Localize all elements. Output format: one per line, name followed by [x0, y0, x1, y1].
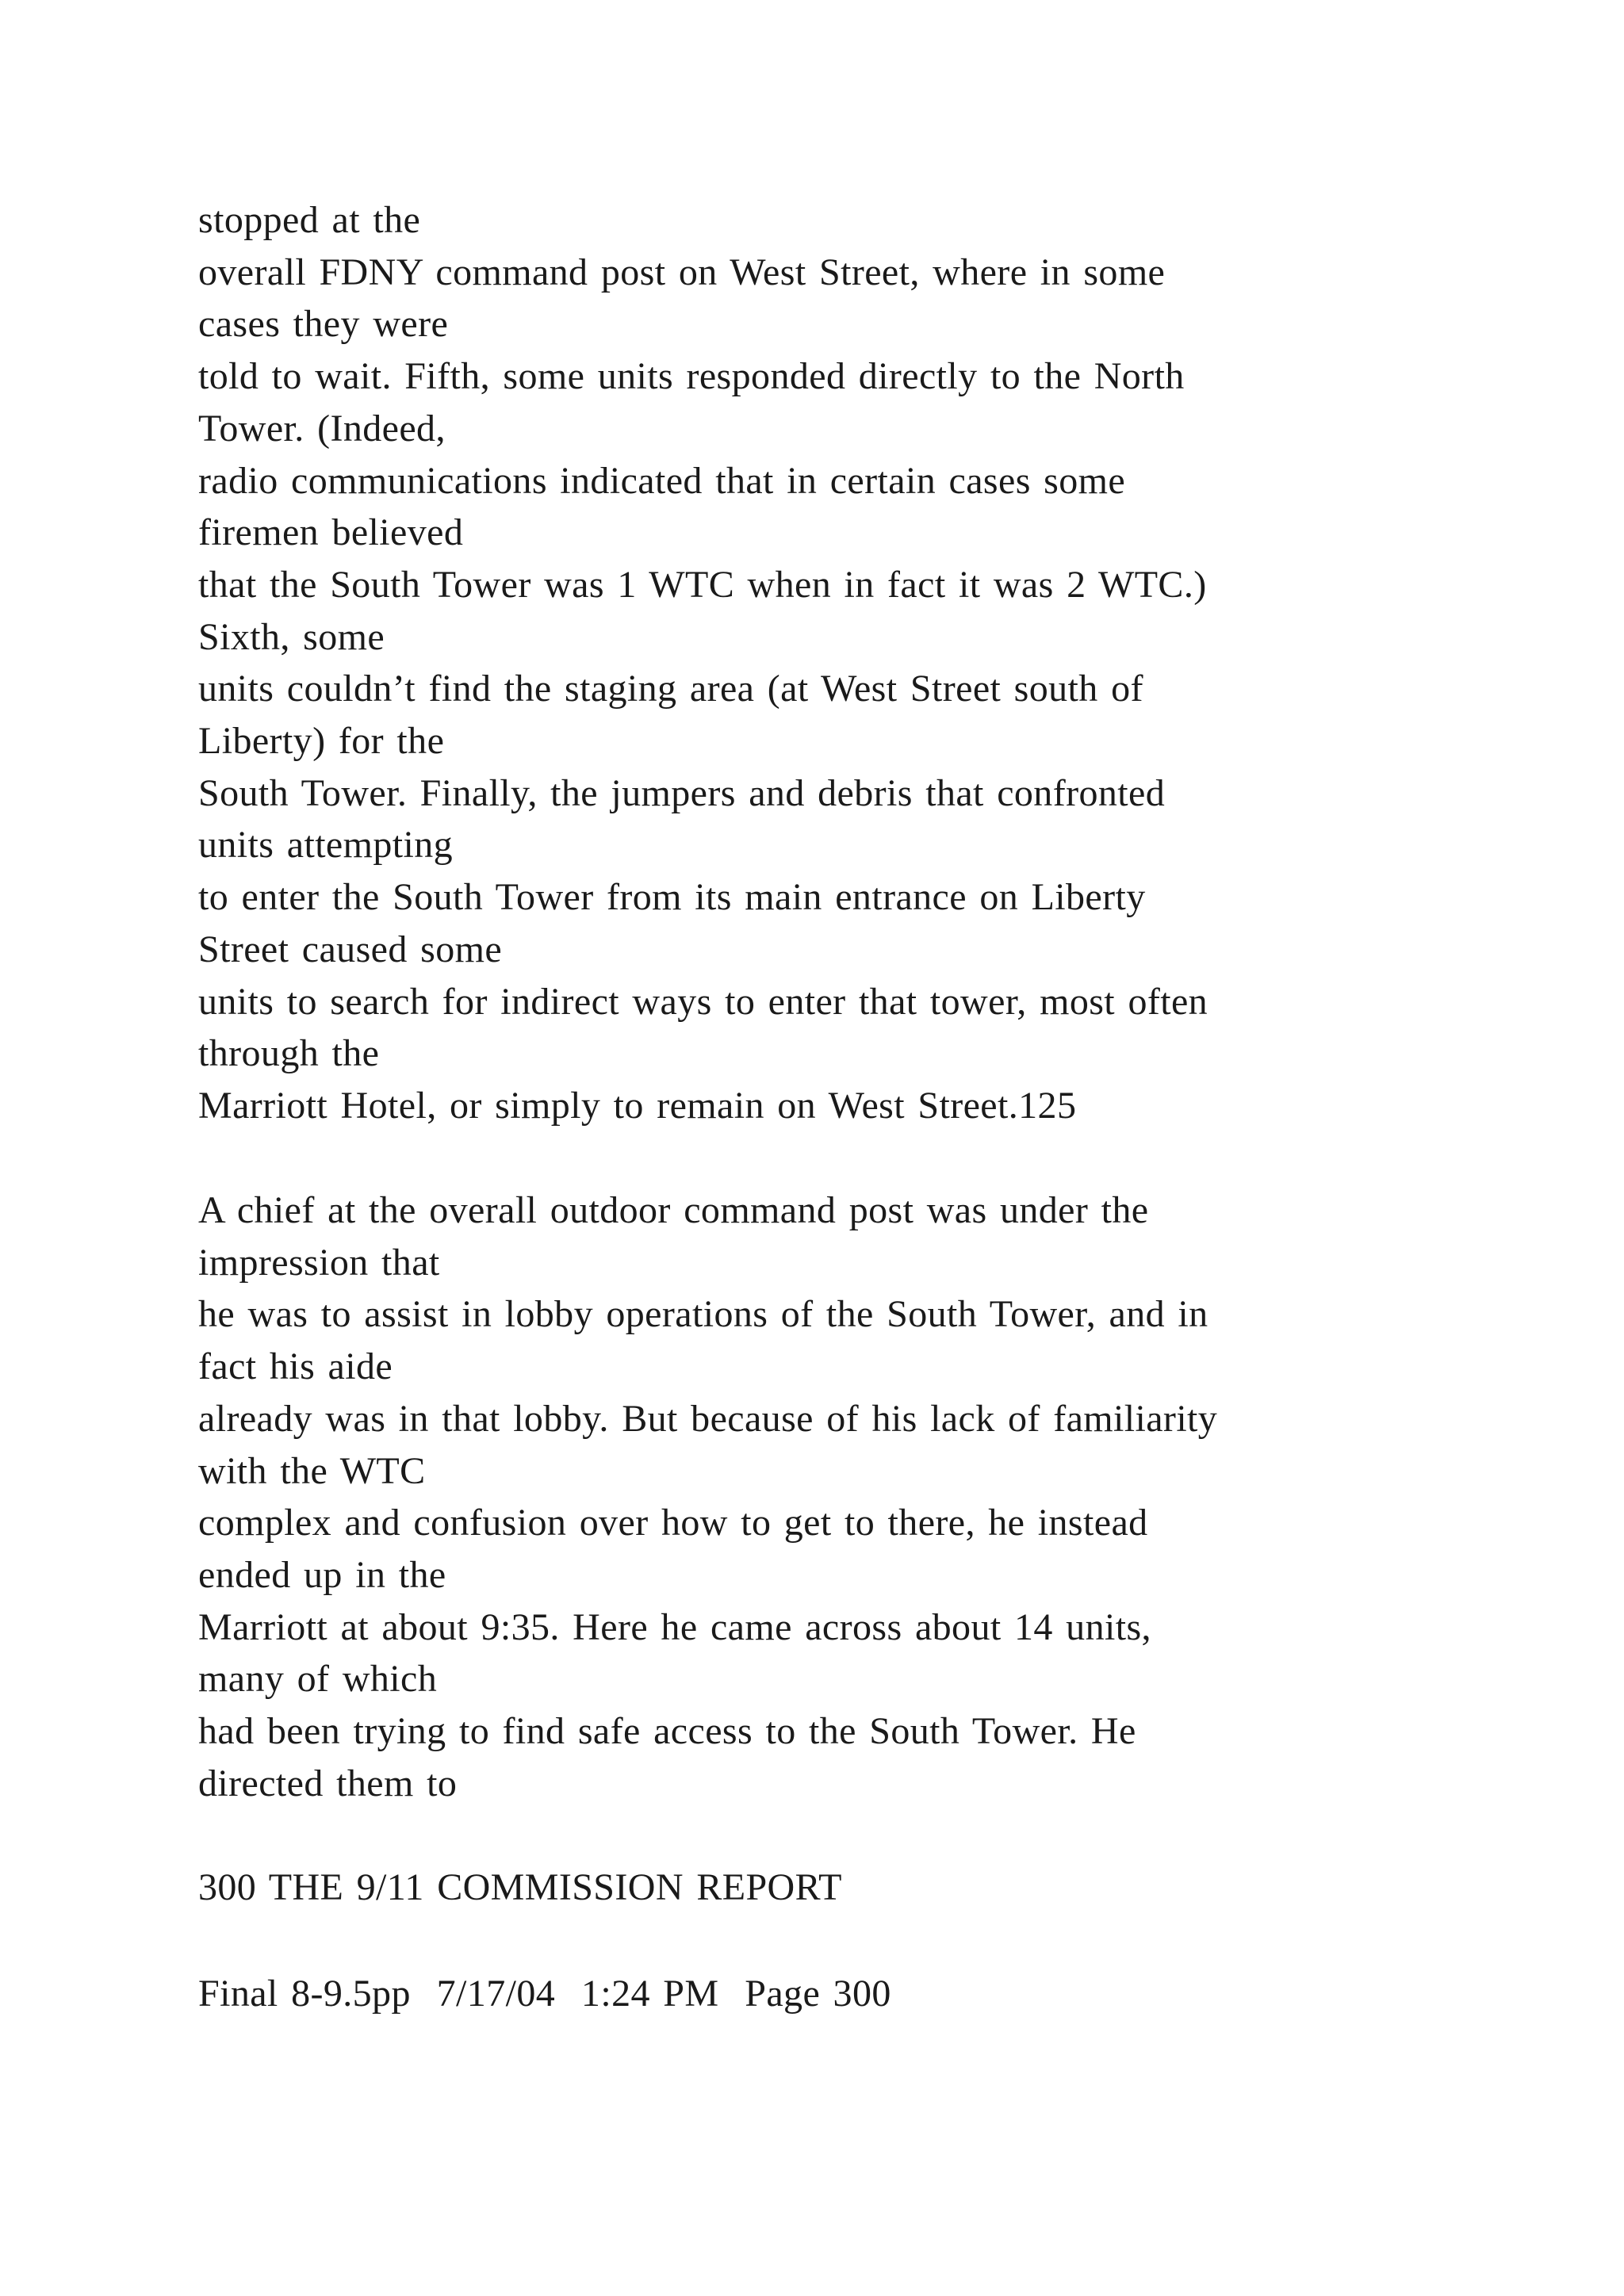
- text-line: overall FDNY command post on West Street, where in some: [198, 251, 1166, 293]
- text-line: to enter the South Tower from its main entrance on Liberty: [198, 876, 1146, 919]
- text-line: stopped at the: [198, 199, 421, 241]
- running-title-text: 300 THE 9/11 COMMISSION REPORT: [198, 1866, 842, 1908]
- text-line: radio communications indicated that in certain cases some: [198, 459, 1126, 502]
- text-line: fact his aide: [198, 1345, 393, 1388]
- text-line: he was to assist in lobby operations of the South Tower, and in: [198, 1293, 1208, 1336]
- text-line: cases they were: [198, 303, 449, 346]
- text-line: Sixth, some: [198, 615, 385, 658]
- text-line: that the South Tower was 1 WTC when in fact it was 2 WTC.): [198, 563, 1207, 606]
- text-line: South Tower. Finally, the jumpers and debris that confronted: [198, 771, 1166, 814]
- text-line: many of which: [198, 1658, 438, 1701]
- text-line: Marriott Hotel, or simply to remain on West Street.125: [198, 1084, 1077, 1127]
- paragraph-2: [198, 1184, 1546, 1809]
- text-line: already was in that lobby. But because of his lack of familiarity: [198, 1397, 1218, 1440]
- text-line: Street caused some: [198, 928, 503, 970]
- text-line: firemen believed: [198, 511, 464, 554]
- text-line: Marriott at about 9:35. Here he came across about 14 units,: [198, 1605, 1151, 1648]
- running-title: [198, 1862, 1546, 1914]
- text-line: complex and confusion over how to get to there, he instead: [198, 1502, 1148, 1544]
- text-line: ended up in the: [198, 1553, 446, 1596]
- text-line: units couldn’t find the staging area (at West Street south of: [198, 668, 1143, 710]
- print-slug-text: Final 8-9.5pp 7/17/04 1:24 PM Page 300: [198, 1973, 891, 2015]
- text-line: through the: [198, 1032, 380, 1075]
- paragraph-1: [198, 194, 1546, 1132]
- text-line: with the WTC: [198, 1449, 426, 1492]
- text-line: units to search for indirect ways to enter that tower, most often: [198, 980, 1208, 1023]
- text-line: had been trying to find safe access to the South Tower. He: [198, 1710, 1136, 1753]
- text-line: directed them to: [198, 1762, 458, 1804]
- text-line: units attempting: [198, 824, 454, 867]
- text-line: Tower. (Indeed,: [198, 407, 446, 450]
- print-slug: [198, 1968, 1546, 2020]
- text-line: impression that: [198, 1241, 440, 1284]
- text-line: A chief at the overall outdoor command post was under the: [198, 1189, 1149, 1231]
- text-line: told to wait. Fifth, some units responded directly to the North: [198, 355, 1185, 398]
- text-line: Liberty) for the: [198, 720, 445, 763]
